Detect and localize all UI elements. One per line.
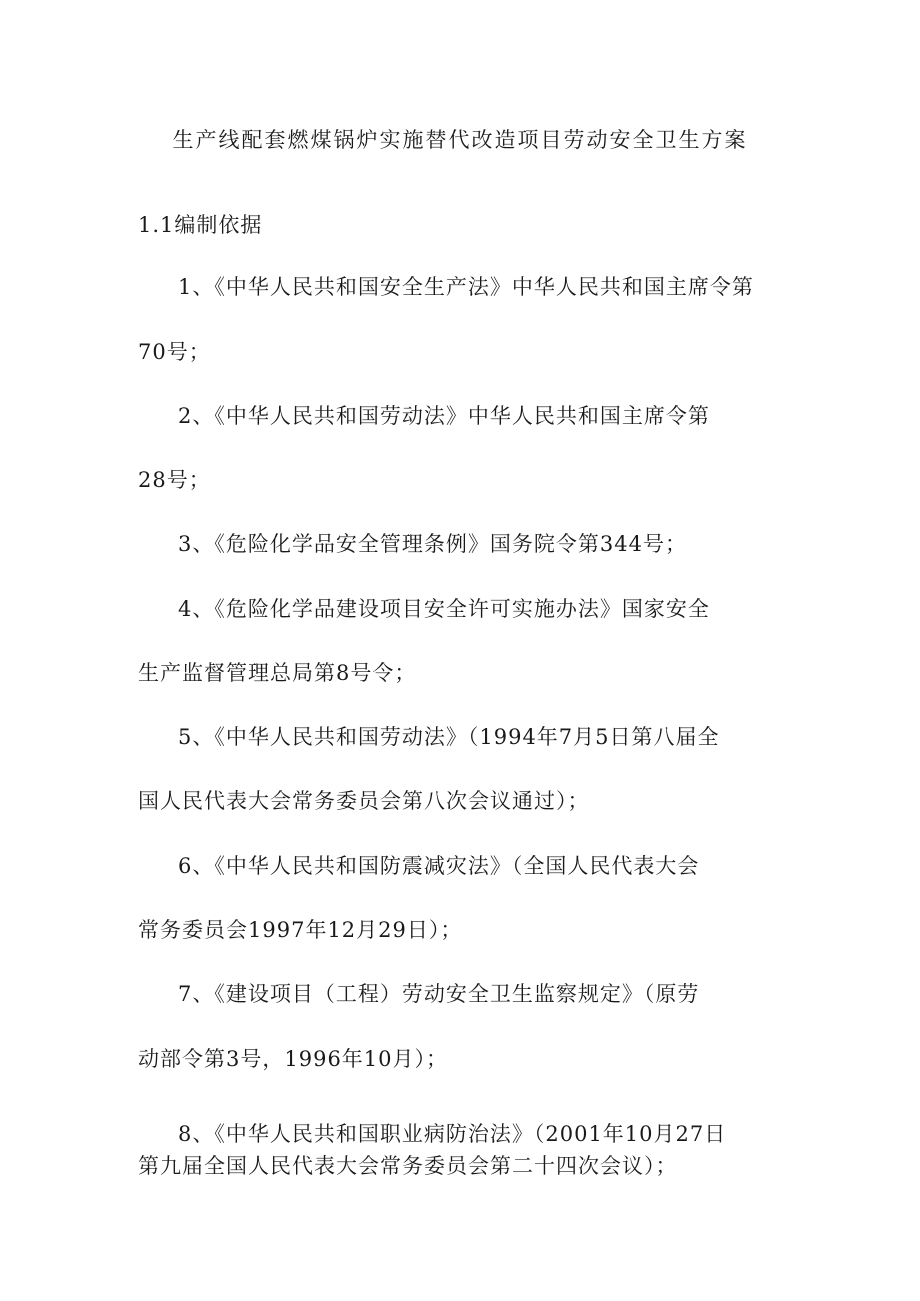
item-8-line-1: 8、《中华人民共和国职业病防治法》（2001年10月27日 <box>178 1122 727 1146</box>
item-4-line-1: 4、《危险化学品建设项目安全许可实施办法》国家安全 <box>178 597 710 621</box>
item-6-line-1: 6、《中华人民共和国防震减灾法》（全国人民代表大会 <box>178 854 700 878</box>
item-1-line-2: 70号； <box>138 340 211 364</box>
item-5-line-2: 国人民代表大会常务委员会第八次会议通过）； <box>138 789 590 813</box>
item-6-line-2: 常务委员会1997年12月29日）； <box>138 918 463 942</box>
section-heading: 1.1编制依据 <box>138 213 263 237</box>
item-7-line-1: 7、《建设项目（工程）劳动安全卫生监察规定》（原劳 <box>178 982 700 1006</box>
item-4-line-2: 生产监督管理总局第8号令； <box>138 661 417 685</box>
item-8-line-2: 第九届全国人民代表大会常务委员会第二十四次会议）； <box>138 1154 678 1178</box>
item-7-line-2: 动部令第3号，1996年10月）； <box>138 1047 449 1071</box>
item-3-line-1: 3、《危险化学品安全管理条例》国务院令第344号； <box>178 532 687 556</box>
item-2-line-1: 2、《中华人民共和国劳动法》中华人民共和国主席令第 <box>178 404 710 428</box>
document-title: 生产线配套燃煤锅炉实施替代改造项目劳动安全卫生方案 <box>172 128 748 152</box>
item-5-line-1: 5、《中华人民共和国劳动法》（1994年7月5日第八届全 <box>178 725 720 749</box>
item-2-line-2: 28号； <box>138 468 211 492</box>
item-1-line-1: 1、《中华人民共和国安全生产法》中华人民共和国主席令第 <box>178 275 754 299</box>
